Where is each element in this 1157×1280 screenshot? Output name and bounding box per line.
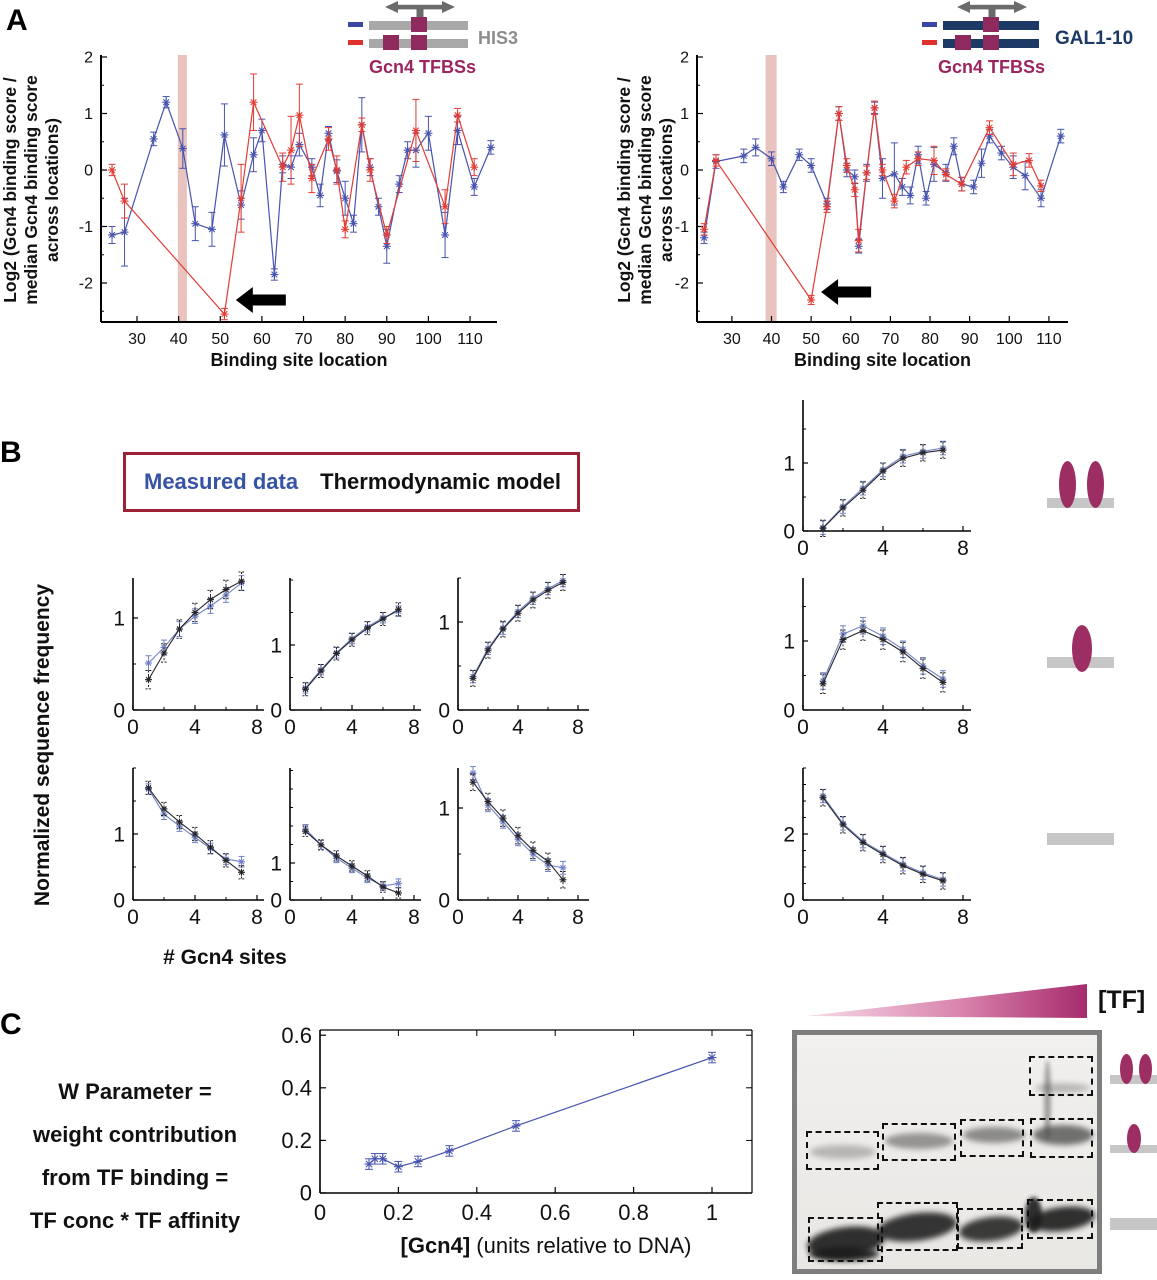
svg-text:1: 1 xyxy=(438,611,450,635)
svg-text:0: 0 xyxy=(783,889,795,913)
chart-b-r2c3 xyxy=(438,767,589,929)
svg-text:1: 1 xyxy=(680,106,689,124)
svg-text:2: 2 xyxy=(84,49,93,67)
panel-b-legend-box xyxy=(123,452,580,512)
chart-gal110-binding xyxy=(675,50,1068,348)
svg-text:-1: -1 xyxy=(78,219,93,237)
y-label-line: median Gcn4 binding score xyxy=(21,75,41,305)
chart-b-two-sites xyxy=(783,400,971,560)
svg-text:0.2: 0.2 xyxy=(383,1200,414,1225)
gcn4-tfbs-box-icon xyxy=(411,17,427,32)
text-line: weight contribution xyxy=(32,1122,238,1147)
svg-text:0: 0 xyxy=(270,699,282,723)
svg-text:1: 1 xyxy=(705,1200,719,1225)
svg-text:50: 50 xyxy=(211,331,230,348)
gel-box-single-shift xyxy=(882,1123,956,1161)
y-label-line: median Gcn4 binding score xyxy=(635,75,655,305)
blue-series-dash-icon xyxy=(922,22,937,27)
svg-text:0.6: 0.6 xyxy=(539,1200,571,1225)
red-series-dash-icon xyxy=(922,40,937,45)
svg-text:4: 4 xyxy=(189,906,201,929)
svg-text:30: 30 xyxy=(722,331,741,348)
svg-text:50: 50 xyxy=(802,331,821,348)
panel-b-y-axis-label: Normalized sequence frequency xyxy=(31,583,54,907)
chart-b-r1c2 xyxy=(270,578,421,739)
svg-text:0.8: 0.8 xyxy=(618,1200,649,1225)
thermodynamic-model-label: Thermodynamic model xyxy=(320,469,561,494)
svg-text:-2: -2 xyxy=(78,275,93,293)
gcn4-tfbs-box-icon xyxy=(983,17,999,32)
blue-series-dash-icon xyxy=(348,22,363,27)
svg-text:60: 60 xyxy=(841,331,860,348)
svg-text:2: 2 xyxy=(783,823,795,847)
chart-b-no-site xyxy=(783,768,971,929)
gel-lanes xyxy=(797,1035,1097,1269)
svg-text:110: 110 xyxy=(1036,331,1062,348)
svg-text:0: 0 xyxy=(797,716,809,739)
svg-text:110: 110 xyxy=(457,331,483,348)
svg-text:0: 0 xyxy=(299,1180,312,1206)
svg-text:4: 4 xyxy=(512,716,524,739)
svg-text:4: 4 xyxy=(189,716,201,739)
text-line: from TF binding = xyxy=(41,1165,229,1190)
svg-text:8: 8 xyxy=(957,716,969,739)
svg-text:0: 0 xyxy=(452,906,464,929)
gel-box-single-shift xyxy=(960,1119,1024,1157)
chart-b-r1c1 xyxy=(113,572,264,739)
svg-text:0.6: 0.6 xyxy=(281,1022,312,1048)
tf-oval xyxy=(1120,1054,1133,1084)
emsa-gel-image xyxy=(792,1030,1102,1274)
tf-label: [TF] xyxy=(1098,986,1146,1014)
y-label-line: Log2 (Gcn4 binding score / xyxy=(614,77,634,303)
svg-text:100: 100 xyxy=(995,331,1023,348)
panel-c-label: C xyxy=(0,1008,22,1041)
gel-box-single-shift xyxy=(1030,1118,1093,1158)
svg-text:0: 0 xyxy=(84,162,93,180)
chart-w-parameter xyxy=(281,1023,752,1225)
gel-box-free-dna xyxy=(1027,1199,1093,1239)
svg-text:0: 0 xyxy=(113,889,125,913)
svg-text:1: 1 xyxy=(783,452,795,476)
gcn4-conc-units: (units relative to DNA) xyxy=(470,1233,692,1258)
svg-text:100: 100 xyxy=(415,331,442,348)
chart-his3-binding xyxy=(79,50,497,348)
tf-oval xyxy=(1139,1054,1152,1084)
svg-text:40: 40 xyxy=(762,331,781,348)
svg-text:0: 0 xyxy=(438,699,450,723)
gcn4-tfbs-box-icon xyxy=(983,35,999,50)
svg-text:4: 4 xyxy=(346,906,358,929)
svg-text:1: 1 xyxy=(270,634,282,658)
svg-text:0: 0 xyxy=(313,1200,327,1225)
svg-text:0: 0 xyxy=(284,906,296,929)
svg-text:1: 1 xyxy=(113,607,125,631)
panel-b-x-axis-label: # Gcn4 sites xyxy=(163,946,287,969)
tf-oval xyxy=(1072,625,1092,672)
chart-b-r2c2 xyxy=(270,768,421,929)
gene-label: HIS3 xyxy=(478,28,519,48)
svg-text:0: 0 xyxy=(680,162,689,180)
svg-text:80: 80 xyxy=(921,331,939,348)
svg-text:90: 90 xyxy=(377,331,396,348)
gal110-y-axis-label xyxy=(614,35,680,345)
svg-text:60: 60 xyxy=(253,331,271,348)
gel-box-free-dna xyxy=(957,1208,1023,1249)
w-parameter-definition xyxy=(5,1070,265,1242)
gal110-x-axis-label: Binding site location xyxy=(793,350,971,370)
text-line: W Parameter = xyxy=(58,1079,212,1104)
panel-a-label: A xyxy=(6,4,28,37)
tf-oval xyxy=(1087,461,1104,508)
y-label-line: across locations) xyxy=(656,118,676,262)
gal110-legend xyxy=(919,0,1157,82)
svg-text:0.2: 0.2 xyxy=(281,1128,312,1154)
tf-oval xyxy=(1059,461,1076,508)
measured-data-label: Measured data xyxy=(144,469,299,494)
svg-text:1: 1 xyxy=(113,823,125,847)
svg-text:0: 0 xyxy=(797,906,809,929)
svg-text:4: 4 xyxy=(512,906,524,929)
svg-text:4: 4 xyxy=(877,906,889,929)
svg-text:1: 1 xyxy=(84,106,93,124)
gene-label: GAL1-10 xyxy=(1055,28,1134,49)
panel-b-label: B xyxy=(0,436,22,469)
svg-text:0: 0 xyxy=(783,699,795,723)
svg-text:40: 40 xyxy=(169,331,188,348)
gcn4-conc-label: [Gcn4] xyxy=(400,1233,471,1258)
dna-bar xyxy=(1047,498,1114,508)
svg-text:30: 30 xyxy=(128,331,146,348)
gcn4-tfbs-box-icon xyxy=(411,35,427,50)
svg-text:70: 70 xyxy=(881,331,900,348)
svg-text:4: 4 xyxy=(346,716,358,739)
svg-text:1: 1 xyxy=(783,630,795,654)
svg-text:8: 8 xyxy=(957,906,969,929)
svg-text:-2: -2 xyxy=(674,275,689,293)
svg-text:0.4: 0.4 xyxy=(461,1200,493,1225)
svg-text:80: 80 xyxy=(336,331,355,348)
his3-legend xyxy=(345,0,585,82)
svg-text:0.4: 0.4 xyxy=(281,1075,312,1101)
svg-text:0: 0 xyxy=(452,716,464,739)
svg-text:1: 1 xyxy=(438,797,450,821)
his3-x-axis-label: Binding site location xyxy=(210,350,388,370)
gel-box-double-shift xyxy=(1029,1056,1093,1096)
his3-y-axis-label xyxy=(0,35,66,345)
free-dna-icon xyxy=(1110,1218,1157,1230)
svg-text:8: 8 xyxy=(572,906,584,929)
svg-text:0: 0 xyxy=(284,716,296,739)
svg-text:8: 8 xyxy=(251,716,263,739)
gcn4-tfbs-box-icon xyxy=(955,35,971,50)
svg-text:2: 2 xyxy=(680,49,689,67)
svg-text:8: 8 xyxy=(957,537,969,560)
svg-text:8: 8 xyxy=(251,906,263,929)
svg-text:0: 0 xyxy=(270,889,282,913)
svg-text:70: 70 xyxy=(294,331,313,348)
y-label-line: Log2 (Gcn4 binding score / xyxy=(0,77,20,303)
svg-text:1: 1 xyxy=(270,852,282,876)
chart-b-r1c3 xyxy=(438,574,589,739)
svg-text:90: 90 xyxy=(960,331,979,348)
svg-text:-1: -1 xyxy=(674,219,689,237)
gel-box-free-dna xyxy=(877,1202,958,1251)
tfbs-label: Gcn4 TFBSs xyxy=(938,57,1046,77)
red-series-dash-icon xyxy=(348,40,363,45)
gel-box-single-shift xyxy=(806,1131,879,1170)
svg-text:8: 8 xyxy=(408,906,420,929)
svg-text:0: 0 xyxy=(127,716,139,739)
svg-text:4: 4 xyxy=(877,716,889,739)
tf-oval xyxy=(1127,1124,1141,1153)
gcn4-tfbs-box-icon xyxy=(383,35,399,50)
tfbs-label: Gcn4 TFBSs xyxy=(369,57,477,77)
svg-text:0: 0 xyxy=(127,906,139,929)
panel-c-x-axis-label xyxy=(330,1233,762,1259)
svg-text:0: 0 xyxy=(113,699,125,723)
chart-b-r2c1 xyxy=(113,768,264,929)
svg-text:0: 0 xyxy=(797,537,809,560)
free-dna-icon xyxy=(1047,833,1114,845)
chart-b-one-site xyxy=(783,578,971,739)
text-line: TF conc * TF affinity xyxy=(29,1208,241,1233)
svg-text:0: 0 xyxy=(783,520,795,544)
svg-text:4: 4 xyxy=(877,537,889,560)
svg-text:8: 8 xyxy=(572,716,584,739)
y-label-line: across locations) xyxy=(42,118,62,262)
svg-text:0: 0 xyxy=(438,889,450,913)
gel-box-free-dna xyxy=(808,1217,883,1262)
svg-text:8: 8 xyxy=(408,716,420,739)
